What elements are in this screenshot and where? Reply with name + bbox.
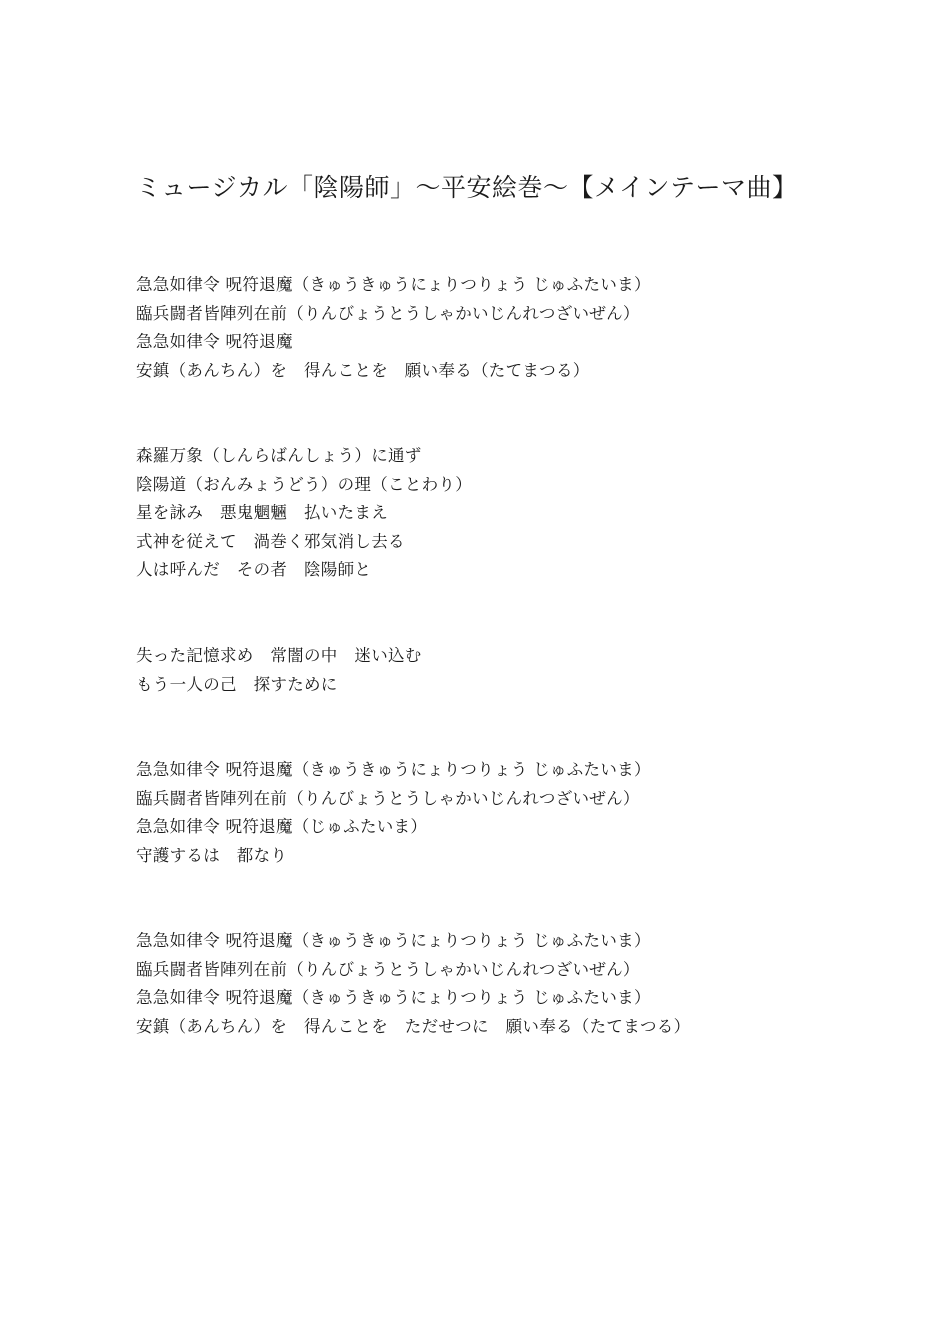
lyric-line: 急急如律令 呪符退魔（きゅうきゅうにょりつりょう じゅふたいま） xyxy=(136,275,651,294)
lyric-line: 式神を従えて 渦巻く邪気消し去る xyxy=(136,531,405,551)
stanza-4 xyxy=(136,756,896,870)
stanza-5 xyxy=(136,927,896,1041)
lyric-line: 森羅万象（しんらばんしょう）に通ず xyxy=(136,446,422,465)
lyric-line: 失った記憶求め 常闇の中 迷い込む xyxy=(136,646,422,665)
lyric-line: 臨兵闘者皆陣列在前（りんびょうとうしゃかいじんれつざいぜん） xyxy=(136,788,640,808)
lyric-line: 安鎮（あんちん）を 得んことを ただせつに 願い奉る（たてまつる） xyxy=(136,1016,691,1036)
stanza-1 xyxy=(136,271,896,385)
page-title: ミュージカル「陰陽師」〜平安絵巻〜【メインテーマ曲】 xyxy=(136,173,798,202)
lyric-line: 急急如律令 呪符退魔 xyxy=(136,332,293,351)
lyric-line: 急急如律令 呪符退魔（じゅふたいま） xyxy=(136,817,428,836)
lyric-line: 安鎮（あんちん）を 得んことを 願い奉る（たてまつる） xyxy=(136,360,590,380)
stanza-3 xyxy=(136,642,896,699)
lyric-line: 急急如律令 呪符退魔（きゅうきゅうにょりつりょう じゅふたいま） xyxy=(136,931,651,950)
lyric-line: 急急如律令 呪符退魔（きゅうきゅうにょりつりょう じゅふたいま） xyxy=(136,760,651,779)
lyric-line: 星を詠み 悪鬼魍魎 払いたまえ xyxy=(136,503,388,522)
lyric-line: 人は呼んだ その者 陰陽師と xyxy=(136,560,372,579)
lyric-line: もう一人の己 探すために xyxy=(136,674,338,694)
lyric-line: 急急如律令 呪符退魔（きゅうきゅうにょりつりょう じゅふたいま） xyxy=(136,988,651,1007)
lyric-line: 守護するは 都なり xyxy=(136,845,288,865)
stanza-2 xyxy=(136,442,896,585)
lyric-line: 陰陽道（おんみょうどう）の理（ことわり） xyxy=(136,474,472,494)
lyric-line: 臨兵闘者皆陣列在前（りんびょうとうしゃかいじんれつざいぜん） xyxy=(136,303,640,323)
lyric-line: 臨兵闘者皆陣列在前（りんびょうとうしゃかいじんれつざいぜん） xyxy=(136,959,640,979)
